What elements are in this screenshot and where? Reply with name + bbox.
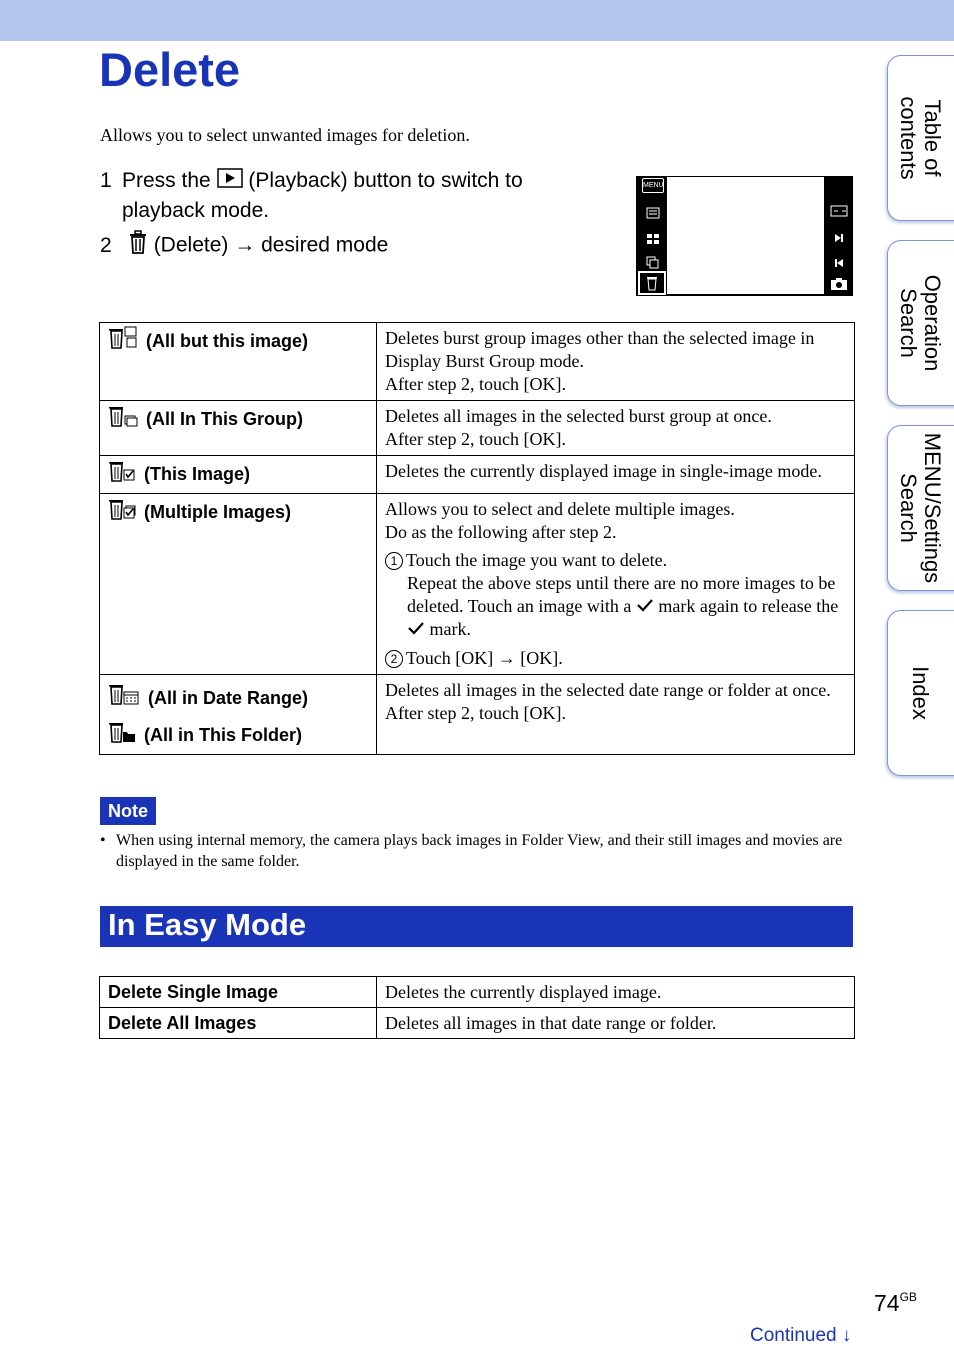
slideshow-icon: [646, 256, 662, 270]
table-row: [100, 494, 855, 675]
arrow-icon: →: [234, 233, 256, 257]
mode-description: After step 2, touch [OK].: [385, 703, 566, 723]
note-badge: Note: [100, 797, 156, 825]
index-icon: [646, 232, 662, 246]
sub-step-2: 2 Touch [OK] → [OK].: [385, 647, 846, 670]
step-2: [100, 230, 388, 262]
step-text: desired mode: [261, 233, 389, 257]
page-title: Delete: [99, 43, 241, 96]
delete-multiple-icon: [108, 497, 136, 527]
trash-icon: [128, 230, 148, 262]
delete-folder-icon: [108, 720, 136, 750]
easy-label: Delete All Images: [100, 1008, 377, 1039]
mode-label: (All in This Folder): [144, 724, 302, 745]
step-text: (Delete): [153, 233, 229, 257]
checkmark-icon: [407, 619, 425, 639]
mode-label: (All in Date Range): [148, 687, 309, 708]
rotate-icon: [830, 204, 846, 218]
easy-mode-table: [99, 976, 855, 1039]
easy-label: Delete Single Image: [100, 977, 377, 1008]
table-row: [100, 977, 855, 1008]
sub-step-1-detail: Repeat the above steps until there are no more images to be deleted. Touch an image with a mark again to release the mark.: [407, 573, 839, 639]
mode-description: After step 2, touch [OK].: [385, 429, 566, 449]
playback-icon: [217, 167, 243, 196]
screen-area: [667, 177, 824, 294]
easy-description: Deletes the currently displayed image.: [377, 977, 855, 1008]
table-row: [100, 401, 855, 456]
easy-mode-heading: In Easy Mode: [100, 906, 853, 947]
camera-screen-illustration: [636, 176, 853, 296]
camera-icon: [830, 277, 846, 291]
delete-all-but-this-icon: [108, 326, 138, 356]
tab-menu-settings-search[interactable]: MENU/Settings Search: [887, 425, 954, 591]
mode-description: Deletes the currently displayed image in single-image mode.: [385, 461, 822, 481]
mode-label: (All but this image): [146, 330, 308, 351]
tab-operation-search[interactable]: Operation Search: [887, 240, 954, 406]
page-number: $74^{GB}$: [874, 1290, 917, 1316]
continued-link[interactable]: Continued ↓: [750, 1325, 852, 1346]
step-text: playback mode.: [122, 198, 270, 222]
step-text: (Playback) button to switch to: [248, 169, 523, 192]
easy-description: Deletes all images in that date range or folder.: [377, 1008, 855, 1039]
delete-this-icon: [108, 459, 136, 489]
mode-description: Deletes burst group images other than the selected image in Display Burst Group mode.: [385, 328, 815, 371]
mode-label: (Multiple Images): [144, 501, 292, 522]
delete-button-highlighted: [638, 271, 666, 295]
tab-index[interactable]: Index: [887, 610, 954, 776]
mode-description: Do as the following after step 2.: [385, 522, 617, 542]
table-row: [100, 675, 855, 755]
mode-description: Deletes all images in the selected date range or folder at once.: [385, 680, 831, 700]
note-text: • When using internal memory, the camera plays back images in Folder View, and their still images and movies are displayed in the same folder.: [100, 832, 843, 870]
down-arrow-icon: ↓: [841, 1325, 852, 1346]
next-icon: [833, 231, 849, 245]
bullet: •: [100, 832, 106, 849]
top-banner: [0, 0, 954, 41]
table-row: [100, 323, 855, 401]
mode-label: (This Image): [144, 463, 251, 484]
circled-number: 1: [385, 552, 403, 570]
step-1: [100, 166, 580, 225]
table-row: [100, 1008, 855, 1039]
previous-icon: [833, 256, 849, 270]
step-number: 1: [100, 169, 112, 192]
mode-description: Deletes all images in the selected burst group at once.: [385, 406, 772, 426]
mode-description: Allows you to select and delete multiple images.: [385, 499, 735, 519]
step-number: 2: [100, 233, 112, 257]
mode-label: (All In This Group): [146, 408, 303, 429]
circled-number: 2: [385, 650, 403, 668]
list-icon: [646, 206, 662, 220]
delete-group-icon: [108, 404, 138, 434]
step-text: Press the: [122, 169, 211, 192]
menu-button: MENU: [642, 178, 664, 193]
delete-modes-table: [99, 322, 855, 755]
checkmark-icon: [636, 596, 654, 616]
mode-description: After step 2, touch [OK].: [385, 374, 566, 394]
tab-table-of-contents[interactable]: Table of contents: [887, 55, 954, 221]
sub-step-1: 1 Touch the image you want to delete.: [385, 549, 846, 572]
delete-date-icon: [108, 682, 140, 714]
table-row: [100, 456, 855, 494]
intro-text: Allows you to select unwanted images for deletion.: [100, 125, 470, 145]
